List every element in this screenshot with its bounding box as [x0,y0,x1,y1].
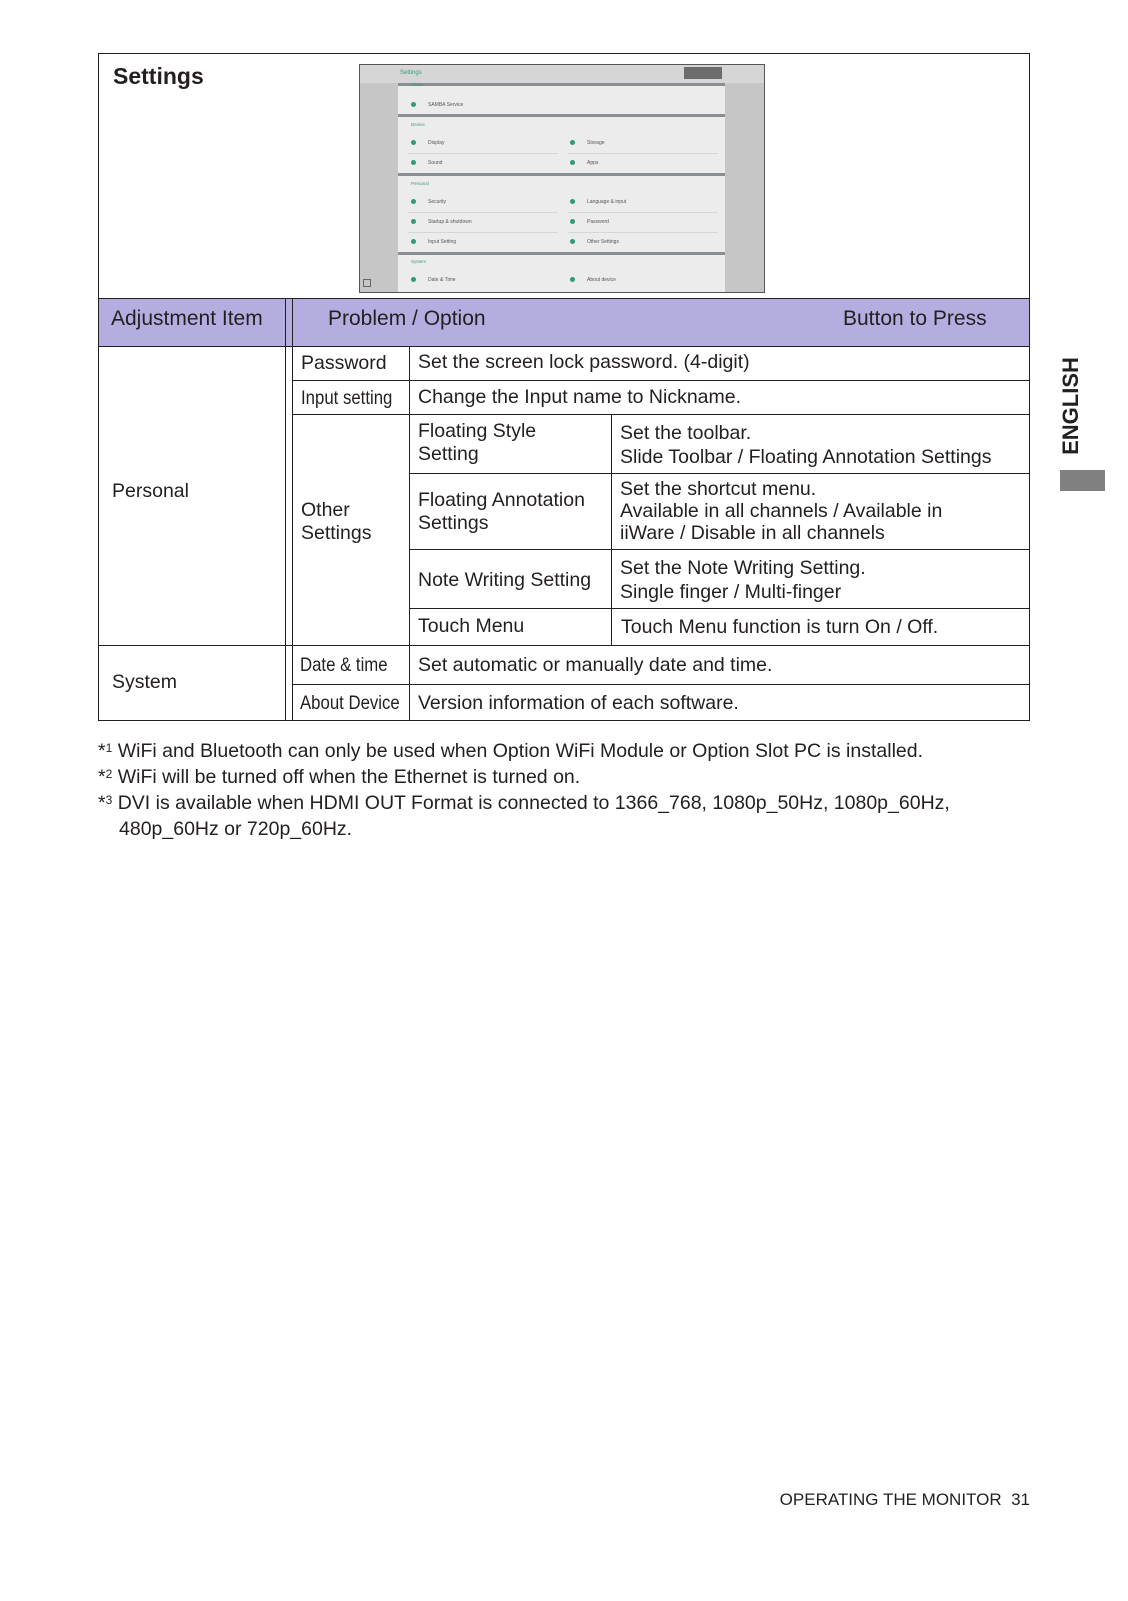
screenshot-item: SAMBA Service [428,102,464,108]
display-icon [411,140,416,145]
table-border [292,298,293,721]
info-icon [570,277,575,282]
footnote-text: WiFi and Bluetooth can only be used when Option WiFi Module or Option Slot PC is installed. [117,740,924,762]
screenshot-item: Date & Time [428,277,456,283]
security-icon [411,199,416,204]
option-floating-annotation [418,489,585,535]
screenshot-section-divider [398,252,725,255]
lock-icon [570,219,575,224]
table-border [292,684,1030,685]
item-about-device: About Device [300,692,400,714]
screenshot-item: Input Setting [428,239,457,245]
header-button-to-press: Button to Press [843,307,987,330]
footnote-number: 1 [105,741,113,755]
screenshot-item: Security [428,199,447,205]
option-note-writing: Note Writing Setting [418,569,592,591]
table-border [410,608,1030,609]
screenshot-item: Startup & shutdown [428,219,472,225]
option-floating-style [418,420,536,466]
desc-date-time: Set automatic or manually date and time. [418,654,773,676]
section-title: Settings [113,63,204,89]
footnote-3 [98,790,950,816]
screenshot-row-line [408,232,558,233]
screenshot-panel [398,65,725,293]
desc-note-writing [620,556,866,604]
table-border [1029,298,1030,721]
desc-floating-annotation [620,478,942,544]
screenshot-section-label: System [411,259,427,264]
screenshot-row-line [408,212,558,213]
input-icon [411,239,416,244]
screenshot-row-line [568,212,718,213]
table-border [292,414,1030,415]
table-border [285,298,286,721]
table-border [611,414,612,646]
page-footer: OPERATING THE MONITOR 31 [779,1490,1030,1509]
footnote-mark: * [98,792,106,814]
footnote-1 [98,738,923,764]
desc-floating-style [620,421,991,469]
floating-annotation-desc-line3: iiWare / Disable in all channels [620,522,885,544]
table-border [98,645,1030,646]
item-input-setting: Input setting [301,387,393,409]
clock-icon [411,277,416,282]
settings-screenshot [359,64,765,293]
screenshot-title: Settings [400,70,422,76]
screenshot-section-divider [398,83,725,86]
footnote-mark: * [98,766,106,788]
option-touch-menu: Touch Menu [418,615,525,637]
globe-icon [570,199,575,204]
item-other-settings [301,499,371,545]
table-border [98,346,1030,347]
table-border [410,473,1030,474]
other-settings-line2: Settings [301,522,372,544]
language-tab-label: ENGLISH [1058,357,1083,455]
floating-style-desc-line1: Set the toolbar. [620,422,752,444]
screenshot-section-label: Device [411,122,425,127]
table-border [98,720,1030,721]
language-tab-marker [1060,470,1105,491]
floating-annotation-desc-line1: Set the shortcut menu. [620,478,817,500]
group-personal: Personal [112,480,189,502]
other-settings-line1: Other [301,499,350,521]
gear-icon [570,239,575,244]
screenshot-section-divider [398,114,725,117]
table-border [98,298,99,721]
screenshot-section-label: Personal [411,181,429,186]
footnote-mark: * [98,740,106,762]
screenshot-row-line [568,232,718,233]
floating-annotation-line1: Floating Annotation [418,489,585,511]
screenshot-row-line [568,153,718,154]
screenshot-row-line [408,153,558,154]
screenshot-item: Language & input [587,199,627,205]
item-password: Password [301,352,387,374]
screenshot-item: About device [587,277,616,283]
footnote-2 [98,764,580,790]
floating-style-line2: Setting [418,443,479,465]
screenshot-item: Apps [587,160,599,166]
screenshot-item: Other Settings [587,239,619,245]
floating-annotation-line2: Settings [418,512,489,534]
item-date-time: Date & time [300,654,388,676]
header-adjustment-item: Adjustment Item [111,307,263,330]
desc-password: Set the screen lock password. (4-digit) [418,351,750,373]
exit-icon [363,279,371,287]
screenshot-section-divider [398,173,725,176]
group-system: System [112,671,178,693]
desc-input-setting: Change the Input name to Nickname. [418,386,742,408]
screenshot-item: Display [428,140,445,146]
note-writing-desc-line1: Set the Note Writing Setting. [620,557,866,579]
footnote-number: 3 [105,793,113,807]
screenshot-item: Password [587,219,609,225]
storage-icon [570,140,575,145]
screenshot-section-label: Share [411,82,424,87]
floating-annotation-desc-line2: Available in all channels / Available in [620,500,943,522]
note-writing-desc-line2: Single finger / Multi-finger [620,581,842,603]
samba-icon [411,102,416,107]
screenshot-topbar-button [684,67,722,79]
language-tab [1056,352,1086,460]
table-border [410,549,1030,550]
footnote-number: 2 [105,767,113,781]
table-border [292,380,1030,381]
table-border [98,298,1030,299]
footnote-text: WiFi will be turned off when the Ethernet is turned on. [117,766,581,788]
sound-icon [411,160,416,165]
screenshot-item: Storage [587,140,605,146]
table-border [409,346,410,721]
screenshot-item: Sound [428,160,443,166]
floating-style-desc-line2: Slide Toolbar / Floating Annotation Settings [620,446,992,468]
floating-style-line1: Floating Style [418,420,537,442]
header-problem-option: Problem / Option [328,307,486,330]
desc-touch-menu: Touch Menu function is turn On / Off. [621,616,939,638]
power-icon [411,219,416,224]
desc-about-device: Version information of each software. [418,692,739,714]
footnote-3-continued: 480p_60Hz or 720p_60Hz. [119,818,353,840]
footnote-text: DVI is available when HDMI OUT Format is connected to 1366_768, 1080p_50Hz, 1080p_60Hz, [117,792,950,814]
apps-icon [570,160,575,165]
